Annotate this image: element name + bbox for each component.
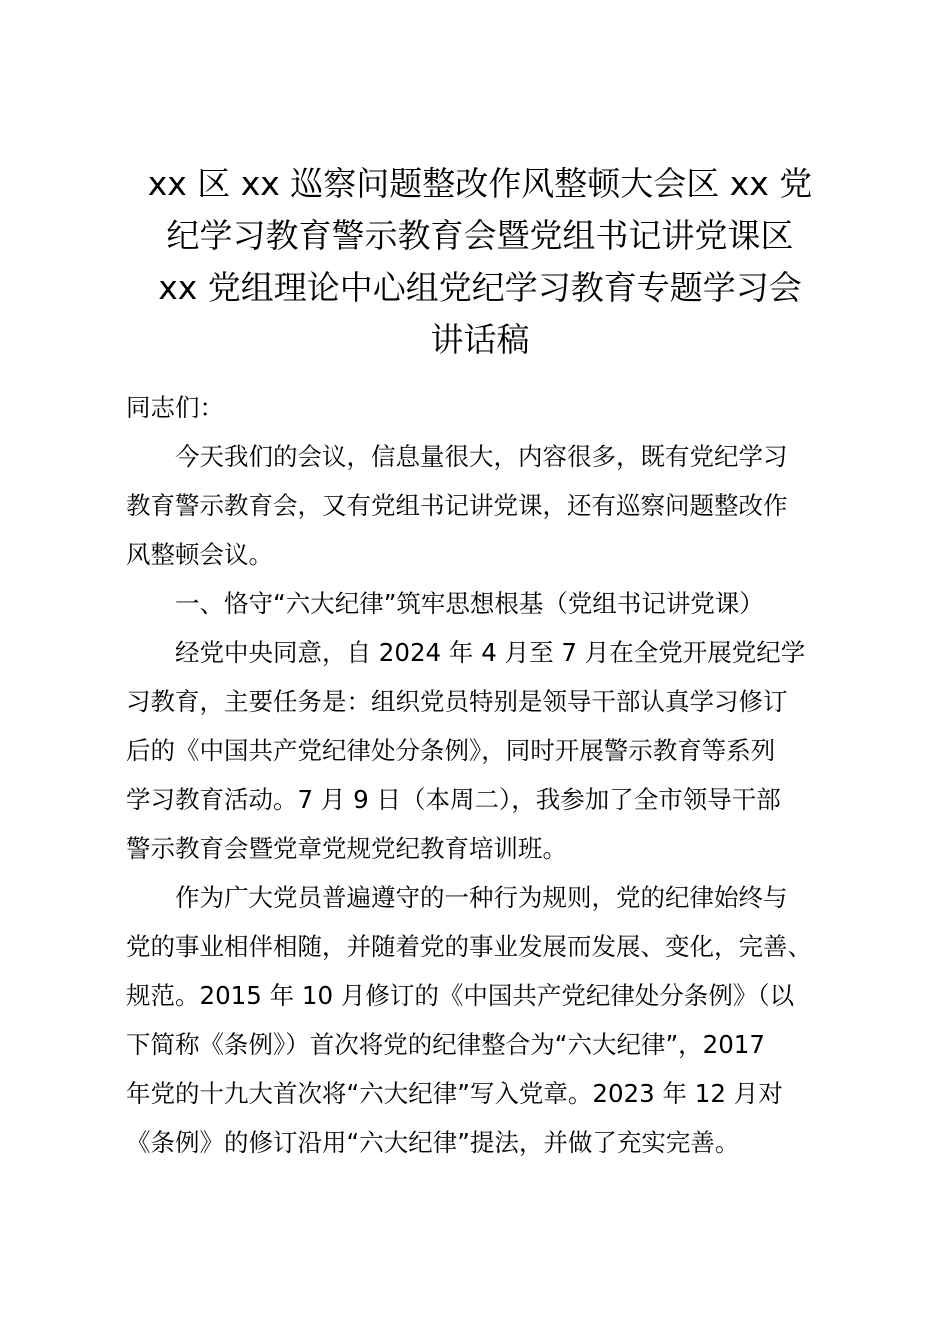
salutation: [126, 383, 838, 432]
paragraph-line: 学习教育活动。7 月 9 日（本周二），我参加了全市领导干部: [126, 785, 781, 814]
paragraph-discipline: [126, 873, 838, 1167]
title-line: xx 党组理论中心组党纪学习教育专题学习会: [158, 268, 802, 307]
paragraph-line: 《条例》的修订沿用“六大纪律”提法，并做了充实完善。: [126, 1128, 740, 1157]
paragraph-opening: [126, 432, 838, 579]
paragraph-line: 习教育，主要任务是：组织党员特别是领导干部认真学习修订: [126, 687, 788, 716]
title-line: 讲话稿: [430, 320, 530, 359]
paragraph-background: [126, 628, 838, 873]
paragraph-line: 经党中央同意，自 2024 年 4 月至 7 月在全党开展党纪学: [175, 638, 806, 667]
document-title: [110, 158, 850, 366]
paragraph-line: 规范。2015 年 10 月修订的《中国共产党纪律处分条例》（以: [126, 981, 795, 1010]
salutation-text: 同志们：: [126, 393, 224, 422]
title-line: xx 区 xx 巡察问题整改作风整顿大会区 xx 党: [147, 164, 813, 203]
section-heading: [126, 579, 838, 628]
paragraph-line: 党的事业相伴相随，并随着党的事业发展而发展、变化，完善、: [126, 932, 812, 961]
section-heading-text: 一、恪守“六大纪律”筑牢思想根基（党组书记讲党课）: [175, 589, 764, 618]
paragraph-line: 后的《中国共产党纪律处分条例》，同时开展警示教育等系列: [126, 736, 776, 765]
paragraph-line: 风整顿会议。: [126, 540, 273, 569]
paragraph-line: 作为广大党员普遍遵守的一种行为规则，党的纪律始终与: [175, 883, 788, 912]
paragraph-line: 下简称《条例》）首次将党的纪律整合为“六大纪律”，2017: [126, 1030, 765, 1059]
paragraph-line: 年党的十九大首次将“六大纪律”写入党章。2023 年 12 月对: [126, 1079, 783, 1108]
paragraph-line: 教育警示教育会，又有党组书记讲党课，还有巡察问题整改作: [126, 491, 788, 520]
paragraph-line: 今天我们的会议，信息量很大，内容很多，既有党纪学习: [175, 442, 788, 471]
title-line: 纪学习教育警示教育会暨党组书记讲党课区: [166, 216, 794, 255]
document-body: [126, 383, 838, 1167]
paragraph-line: 警示教育会暨党章党规党纪教育培训班。: [126, 834, 567, 863]
